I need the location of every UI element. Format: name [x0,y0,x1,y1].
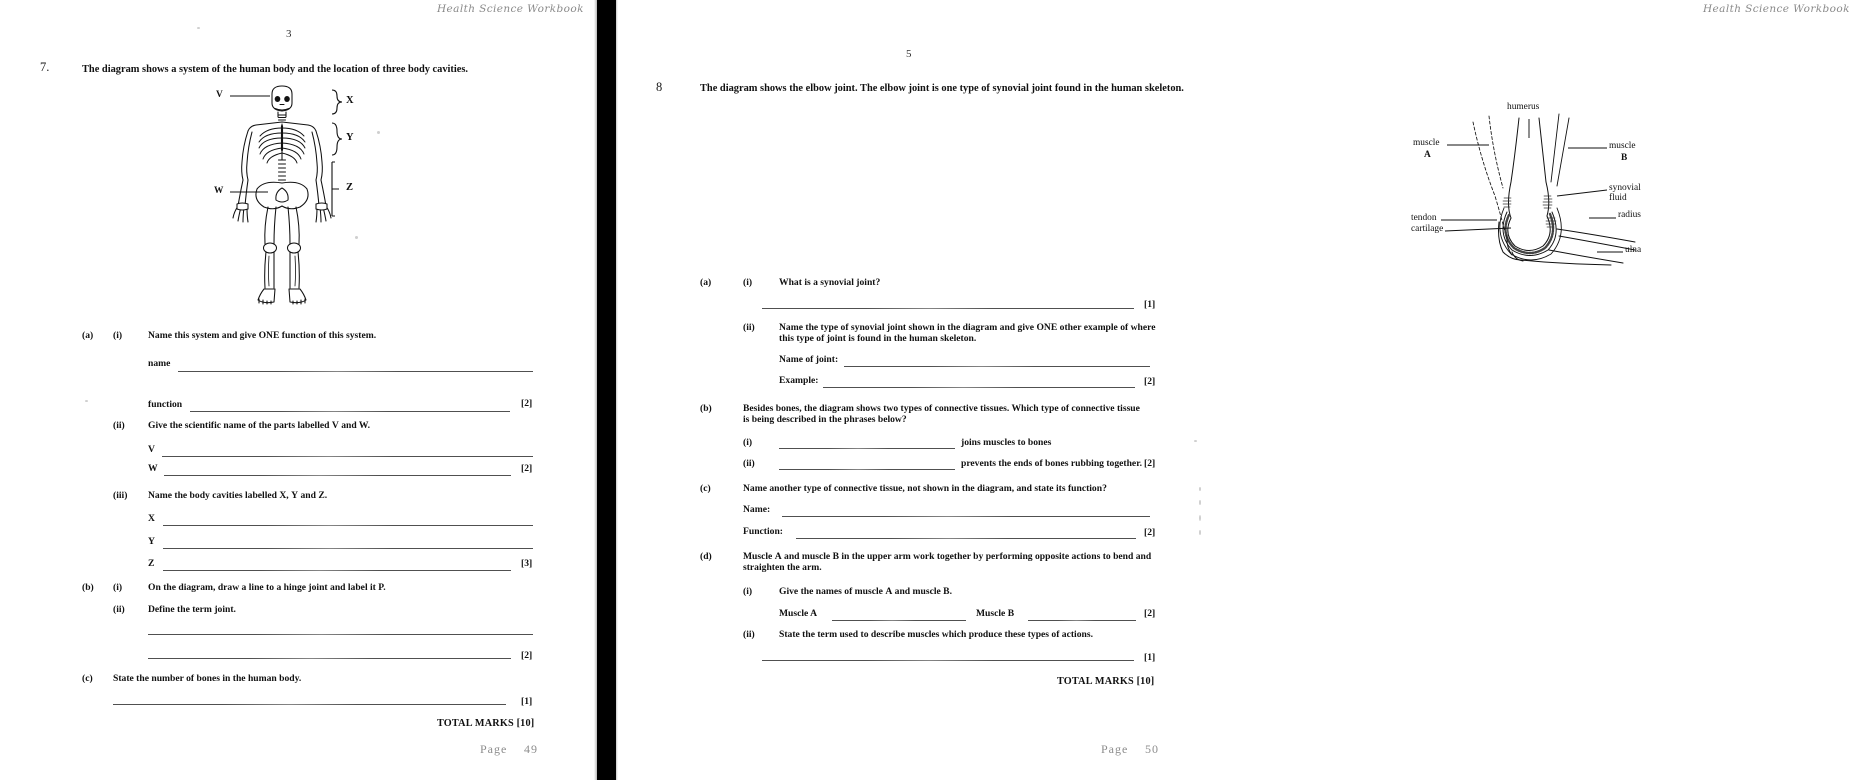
prompt-function: function [148,399,183,410]
elbow-joint-diagram [1411,100,1686,265]
skeleton-label-w: W [214,186,224,196]
part-b-i-marker: (i) [113,582,123,593]
elbow-label-muscle-b: muscle [1609,141,1636,151]
r-part-d-i-marker: (i) [743,586,753,597]
r-part-a-ii-line2: this type of joint is found in the human skeleton. [779,333,977,344]
answer-line-z[interactable] [163,570,511,571]
r-part-d-ii-marker: (ii) [743,629,755,640]
answer-line-b-ii-1[interactable] [148,634,533,635]
r-part-d-line2: straighten the arm. [743,562,822,573]
r-part-d-i-text: Give the names of muscle A and muscle B. [779,586,952,597]
elbow-label-humerus: humerus [1507,102,1540,112]
folio-right: 5 [906,48,912,60]
question-8-stem: The diagram shows the elbow joint. The elbow joint is one type of synovial joint found in the human skeleton. [700,83,1184,94]
r-part-b-i-trailing: joins muscles to bones [961,437,1052,448]
part-a-iii-text: Name the body cavities labelled X, Y and Z. [148,490,328,501]
skeleton-bracket-y: Y [346,132,354,143]
scan-speck [85,400,88,402]
part-b-marker: (b) [82,582,94,593]
r-part-c-marker: (c) [700,483,711,494]
marks-b-ii: [2] [521,650,533,661]
answer-line-name[interactable] [178,371,533,372]
marks-c: [1] [521,696,533,707]
skeleton-svg [212,88,362,310]
r-prompt-name: Name: [743,504,771,515]
question-number-8: 8 [656,80,663,94]
r-marks-d-i: [2] [1144,608,1156,619]
human-skeleton-diagram [212,88,362,310]
r-prompt-name-of-joint: Name of joint: [779,354,839,365]
r-prompt-example: Example: [779,375,819,386]
scan-speck [1194,440,1197,442]
r-part-b-marker: (b) [700,403,712,414]
prompt-x: X [148,513,155,524]
answer-line-c[interactable] [113,704,506,705]
elbow-label-fluid: fluid [1609,193,1627,203]
folio-left: 3 [286,28,292,40]
answer-line-r-a-i[interactable] [762,308,1134,309]
elbow-label-ulna: ulna [1625,245,1642,255]
part-a-iii-marker: (iii) [113,490,128,501]
prompt-y: Y [148,536,155,547]
part-b-ii-marker: (ii) [113,604,125,615]
total-marks-left: TOTAL MARKS [10] [437,718,535,729]
part-b-i-text: On the diagram, draw a line to a hinge joint and label it P. [148,582,386,593]
question-7-stem: The diagram shows a system of the human body and the location of three body cavities. [82,64,469,75]
r-marks-d-ii: [1] [1144,652,1156,663]
elbow-label-muscle-a: muscle [1413,138,1440,148]
skeleton-label-v: V [216,90,223,100]
running-header-left: Health Science Workbook [437,3,584,15]
answer-line-function[interactable] [190,411,510,412]
prompt-v: V [148,444,155,455]
answer-line-c-name[interactable] [782,516,1150,517]
r-part-a-marker: (a) [700,277,712,288]
part-a-ii-marker: (ii) [113,420,125,431]
question-number-7: 7. [40,60,50,74]
answer-line-b-ii[interactable] [779,469,955,470]
answer-line-b-i[interactable] [779,448,955,449]
part-a-marker: (a) [82,330,94,341]
answer-line-muscle-b[interactable] [1028,620,1136,621]
r-marks-a-ii: [2] [1144,376,1156,387]
part-a-ii-text: Give the scientific name of the parts labelled V and W. [148,420,370,431]
r-part-a-i-text: What is a synovial joint? [779,277,881,288]
r-part-c-text: Name another type of connective tissue, not shown in the diagram, and state its function? [743,483,1107,494]
answer-line-y[interactable] [163,548,533,549]
marks-a-i: [2] [521,398,533,409]
marks-a-iii: [3] [521,558,533,569]
r-part-b-ii-marker: (ii) [743,458,755,469]
r-part-a-ii-marker: (ii) [743,322,755,333]
skeleton-bracket-z: Z [346,182,354,193]
answer-line-example[interactable] [823,387,1135,388]
r-marks-b: [2] [1144,458,1156,469]
scan-speck [355,236,358,239]
elbow-label-muscle-a-letter: A [1424,150,1431,160]
part-c-marker: (c) [82,673,93,684]
elbow-label-radius: radius [1618,210,1641,220]
r-marks-c: [2] [1144,527,1156,538]
footer-page-number-left: 49 [524,742,538,756]
book-gutter [597,0,616,780]
answer-line-v[interactable] [162,456,533,457]
scan-speck [1199,530,1201,535]
elbow-label-muscle-b-letter: B [1621,153,1628,163]
r-part-a-ii-line1: Name the type of synovial joint shown in the diagram and give ONE other example of where [779,322,1156,333]
footer-page-label-right: Page [1101,742,1129,756]
footer-page-label-left: Page [480,742,508,756]
part-b-ii-text: Define the term joint. [148,604,236,615]
elbow-label-tendon: tendon [1411,213,1437,223]
answer-line-x[interactable] [163,525,533,526]
scan-speck [1199,500,1201,505]
footer-page-number-right: 50 [1145,742,1159,756]
scan-speck [197,27,200,29]
r-part-d-marker: (d) [700,551,712,562]
r-part-a-i-marker: (i) [743,277,753,288]
prompt-name: name [148,358,171,369]
part-a-i-text: Name this system and give ONE function of this system. [148,330,377,341]
r-part-b-ii-trailing: prevents the ends of bones rubbing together. [961,458,1142,469]
scan-speck [1199,515,1201,521]
right-page [616,0,1850,780]
left-page [0,0,597,780]
part-a-i-marker: (i) [113,330,123,341]
answer-line-name-of-joint[interactable] [844,366,1150,367]
total-marks-right: TOTAL MARKS [10] [1057,676,1155,687]
marks-a-ii: [2] [521,463,533,474]
answer-line-b-ii-2[interactable] [148,658,511,659]
answer-line-w[interactable] [164,475,511,476]
skeleton-bracket-x: X [346,95,354,106]
scan-speck [1199,487,1201,491]
r-prompt-muscle-b: Muscle B [976,608,1015,619]
elbow-label-synovial: synovial [1609,183,1641,193]
r-part-b-line1: Besides bones, the diagram shows two types of connective tissues. Which type of connective tissue [743,403,1140,414]
part-c-text: State the number of bones in the human body. [113,673,302,684]
elbow-svg [1411,100,1686,265]
prompt-z: Z [148,558,155,569]
elbow-label-cartilage: cartilage [1411,224,1444,234]
r-part-b-line2: is being described in the phrases below? [743,414,907,425]
answer-line-d-ii[interactable] [762,660,1134,661]
answer-line-muscle-a[interactable] [832,620,966,621]
prompt-w: W [148,463,158,474]
r-part-b-i-marker: (i) [743,437,753,448]
answer-line-c-function[interactable] [796,538,1136,539]
scan-speck [377,131,380,134]
r-marks-a-i: [1] [1144,299,1156,310]
running-header-right: Health Science Workbook [1703,3,1850,15]
r-part-d-ii-text: State the term used to describe muscles which produce these types of actions. [779,629,1093,640]
r-part-d-line1: Muscle A and muscle B in the upper arm work together by performing opposite actions to bend and [743,551,1152,562]
r-prompt-function: Function: [743,526,783,537]
r-prompt-muscle-a: Muscle A [779,608,818,619]
